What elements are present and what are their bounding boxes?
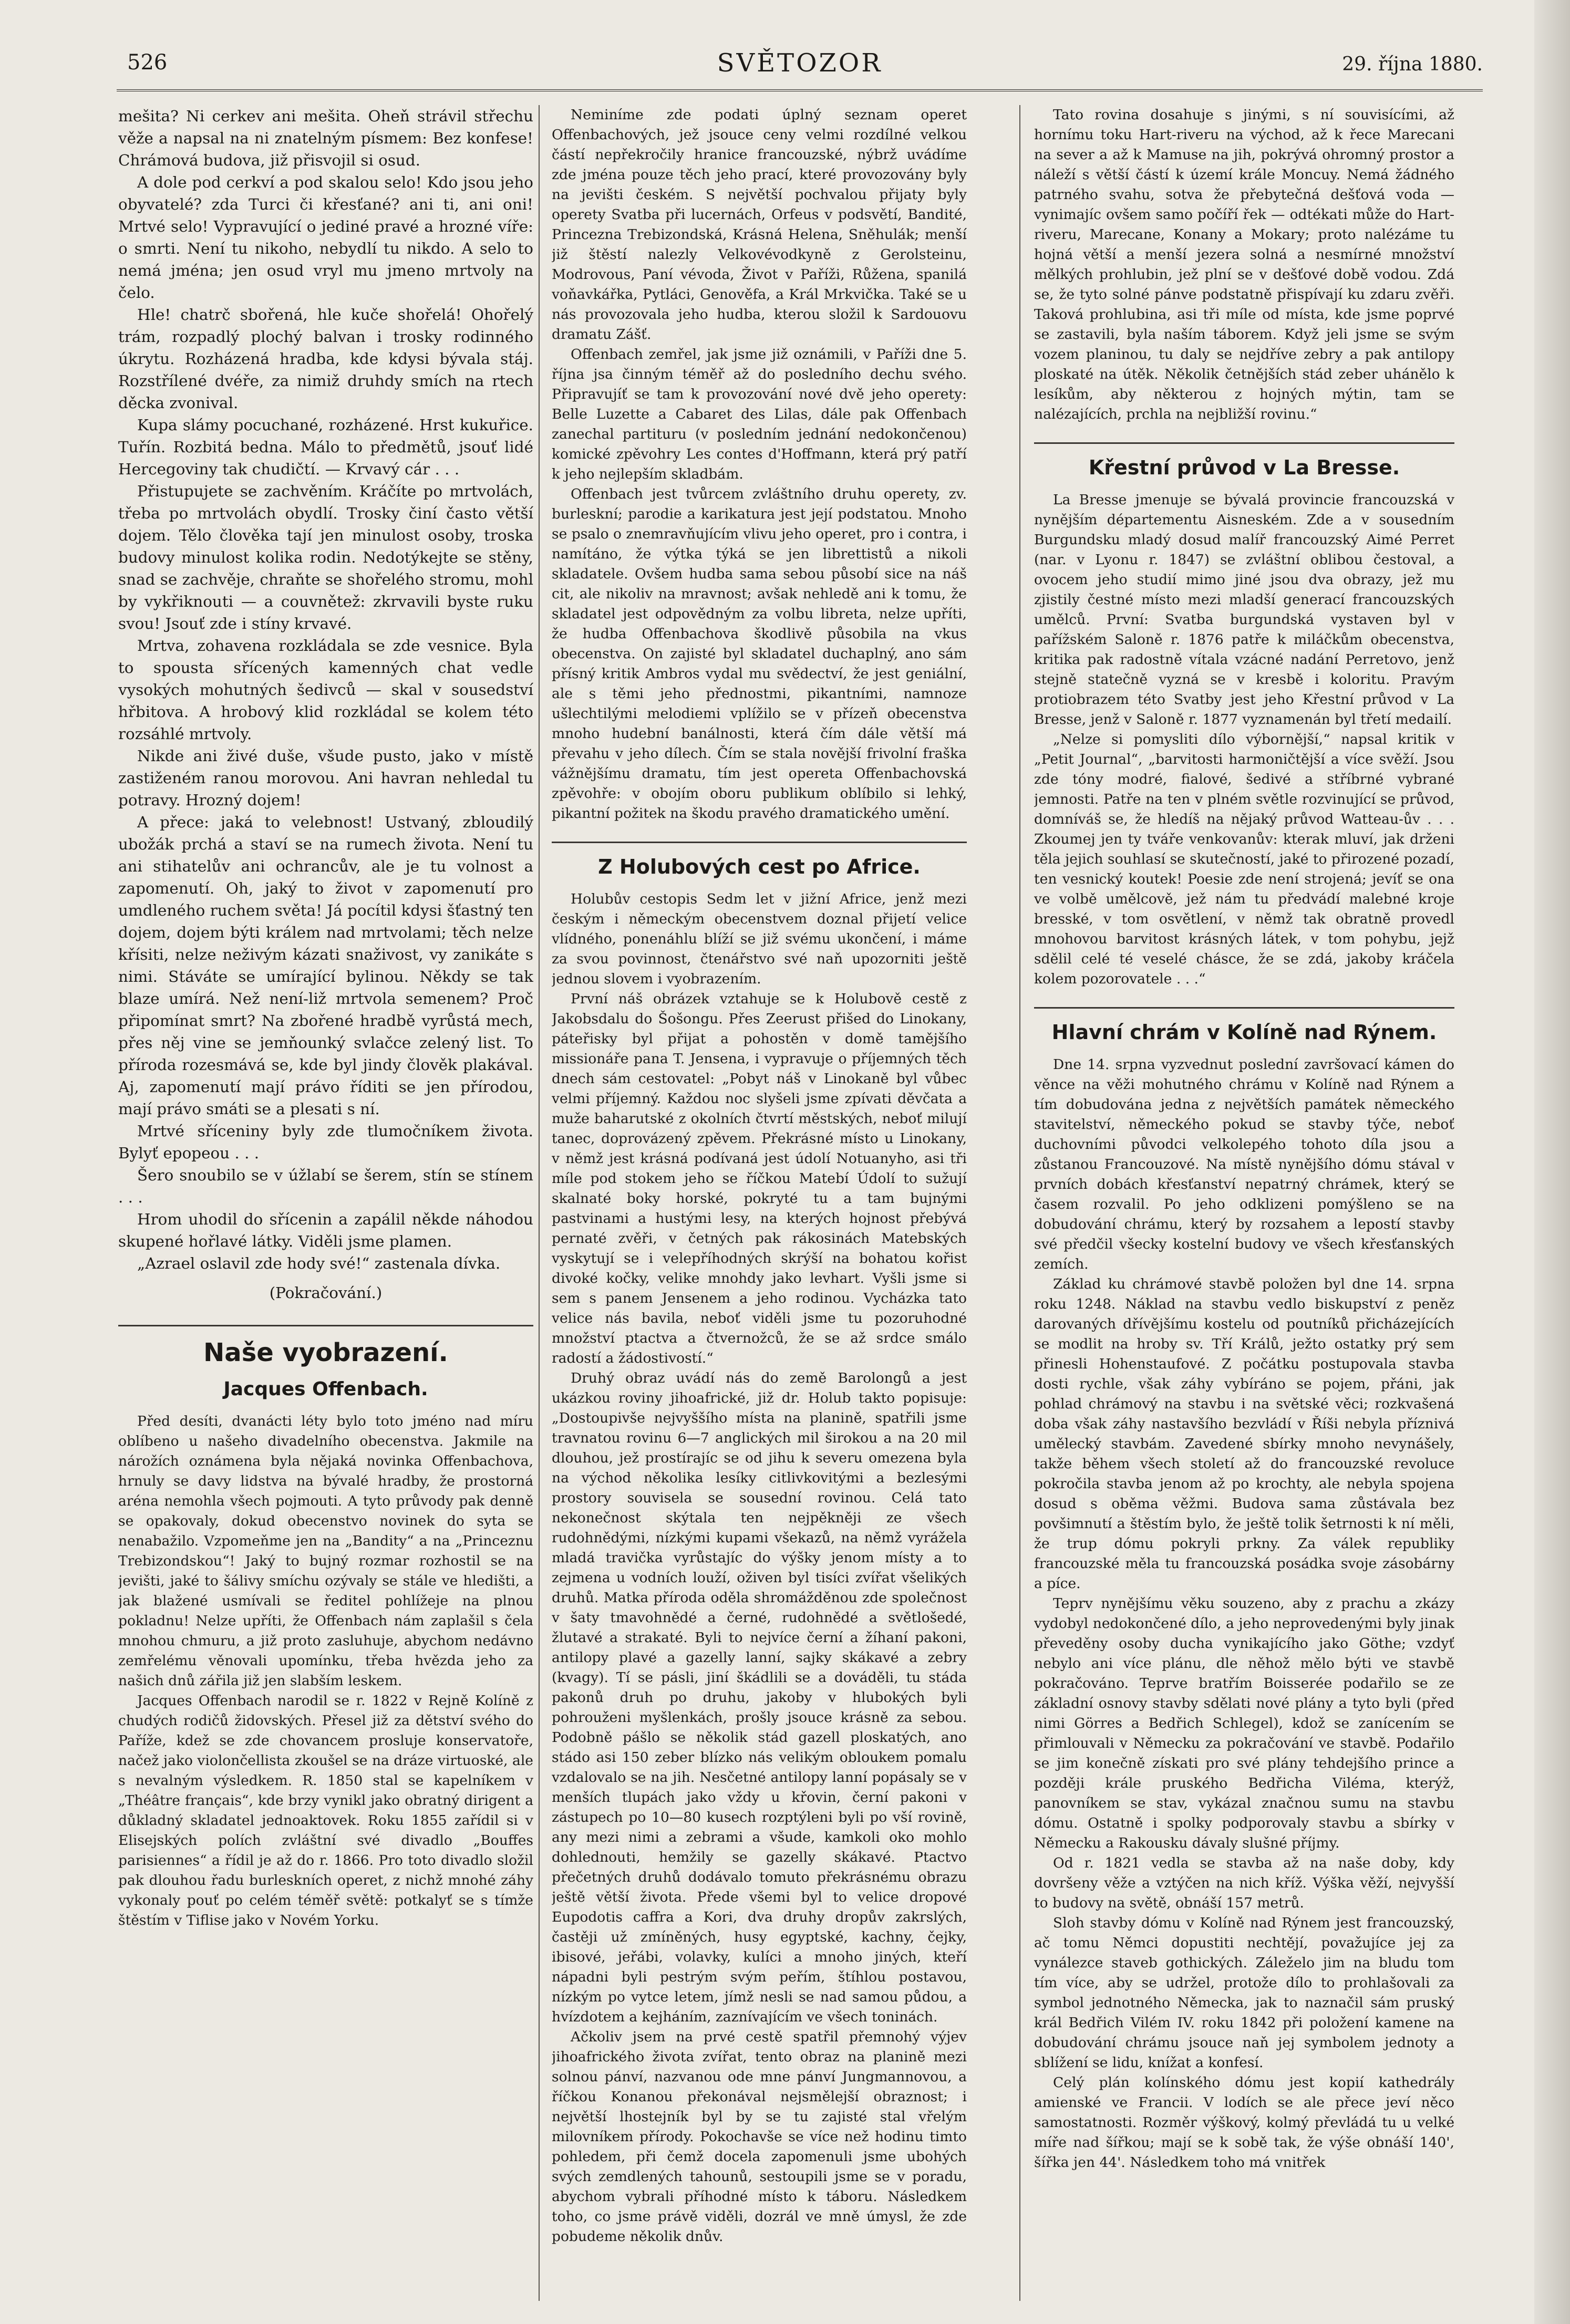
paragraph: Tato rovina dosahuje s jinými, s ní souvisícími, až hornímu toku Hart-riveru na východ, až k řece Marecani na sever a až k Mamuse na jih, pokrývá ohromný prostor a náleží s větší částí k území krále Moncuy. Nemá žádného patrného svahu, sotva že přebytečná dešťová voda — vynimajíc ovšem samo počíří řek — odtékati může do Hart-riveru, Marecane, Konany a Mokary; proto nalézáme tu hojná větší a menší jezera solná a nesmírné množství mělkých prohlubin, jež plní se v dešťové době vodou. Zdá se, že tyto solné pánve podstatně přispívají ku zdaru zvěři. Taková prohlubina, asi tři míle od místa, kde jsme poprvé se zastavili, byla naším táborem. Když jeli jsme se svým vozem planinou, tu daly se nejdříve zebry a pak antilopy ploskaté na útěk. Několik četnějších stád zeber uhánělo k lesíkům, aby některou z hojných mýtin, tam se nalézajících, prchla na nejbližší rovinu.“ bbox=[1034, 107, 1454, 422]
page-header bbox=[117, 46, 1483, 88]
masthead: SVĚTOZOR bbox=[717, 48, 883, 78]
paragraph: Nikde ani živé duše, všude pusto, jako v místě zastiženém ranou morovou. Ani havran nehledal tu potravy. Hrozný dojem! bbox=[118, 747, 533, 809]
paragraph: Celý plán kolínského dómu jest kopií kathedrály amienské ve Francii. V lodích se ale přece jeví něco samostatnosti. Rozměr výškový, kolmý převládá tu u velké míře nad šířkou; mají se k sobě tak, že výše obnáší 140', šířka jen 44'. Následkem toho má vnitřek bbox=[1034, 2074, 1454, 2171]
paragraph: Od r. 1821 vedla se stavba až na naše doby, kdy dovršeny věže a vztýčen na nich kříž. Výška věží, nejvyšší to budovy na světě, obnáší 157 metrů. bbox=[1034, 1855, 1454, 1911]
article-title: Jacques Offenbach. bbox=[223, 1378, 428, 1400]
paragraph: „Azrael oslavil zde hody své!“ zastenala dívka. bbox=[137, 1254, 501, 1272]
paragraph: Teprv nynějšímu věku souzeno, aby z prachu a zkázy vydobyl nedokončené dílo, a jeho neprovedenými byly jinak převeděny osoby ducha vynikajícího jako Göthe; vzdyť nebylo ani více plánu, dle něhož mělo býti ve stavbě pokračováno. Teprve bratřím Boisserée podařilo se ze základní osnovy stavby sdělati nové plány a tyto byli (před nimi Görres a Bedřich Schlegel), kdož se zanícením se přimlouvali v Německu za pokračování ve stavbě. Podařilo se jim konečně získati pro své plány tehdejšího prince a později krále pruského Bedřicha Viléma, kterýž, panovníkem se stav, vykázal značnou sumu na stavbu dómu. Ostatně i spolky podporovaly stavbu a sbírky v Německu a Rakousku dávaly slušné příjmy. bbox=[1034, 1595, 1454, 1851]
article-title: Hlavní chrám v Kolíně nad Rýnem. bbox=[1034, 1007, 1454, 1044]
continued-note: (Pokračování.) bbox=[269, 1284, 383, 1302]
paragraph: Sloh stavby dómu v Kolíně nad Rýnem jest francouzský, ač tomu Němci dopustiti nechtějí, považujíce jej za vynálezce staveb gothických. Záleželo jim na bludu tom tím více, aby se udržel, protože dílo to prohlašovali za symbol jednotného Německa, jak to naznačil sám pruský král Bedřich Vilém IV. roku 1842 při položení kamene na dobudování chrámu jsouce naň jej symbolem jednoty a sblížení se lidu, knížat a konfesí. bbox=[1034, 1915, 1454, 2071]
paragraph: Přistupujete se zachvěním. Kráčíte po mrtvolách, třeba po mrtvolách obydlí. Trosky činí často větší dojem. Tělo člověka tají jen minulost osoby, troska budovy minulost kolika rodin. Nedotýkejte se stěny, snad se zachvěje, chraňte se shořelého stromu, mohl by vykřiknouti — a couvnětež: zkrvavili byste ruku svou! Jsouť zde i stíny krvavé. bbox=[118, 482, 533, 632]
paragraph: První náš obrázek vztahuje se k Holubově cestě z Jakobsdalu do Šošongu. Přes Zeerust přišed do Linokany, páteřisky byl přijat a pohostěn v domě tamějšího missionáře pana T. Jensena, i vypravuje o příjemných těch dnech sám cestovatel: „Pobyt náš v Linokaně byl vůbec velmi příjemný. Každou noc slyšeli jsme zpívati děvčata a muže baharutské z okolních čtvrtí městských, neboť milují tanec, doprovázený zpěvem. Překrásné místo u Linokany, v němž jest krásná podívaná jest údolí Notuanyho, asi tři míle pod stokem jeho se říčkou Matebí Údolí to sužují skalnaté boky horské, pokryté tu a tam bujnými pastvinami a hustými lesy, na kterých hojnost přebývá pernaté zvěři, v četných pak rákosinách Matebských vyskytují se i velepříhodných skrýší na bohatou kořist divoké kočky, velike mnohdy jako levhart. Vyšli jsme si sem s panem Jensenem a jeho rodinou. Vycházka tato velice nás bavila, neboť viděli jsme tu pozoruhodné množství ptactva a čtvernožců, že se až srdce smálo radostí a žádostivostí.“ bbox=[552, 991, 967, 1366]
paragraph: Základ ku chrámové stavbě položen byl dne 14. srpna roku 1248. Náklad na stavbu vedlo biskupství z peněz darovaných dřívějšímu kostelu od poutníků přicházejících se modlit na hroby sv. Tří Králů, ježto ostatky prý sem přinesli Hohenstaufové. Z počátku postupovala stavba dosti rychle, však záhy vybíráno se pojem, přáni, jak pohlad chrámový na stavbu i na světské věci; rozkvašená doba však záhy nastavšího bezvládí v Říši nebyla příznivá umělecký stavbám. Zavedené sbírky mnoho nevynášely, takže během všech století až do francouzské revoluce pokročila stavba jenom až po krochty, ale nebyla spojena dosud s oběma věžmi. Budova sama zůstávala bez povšimnutí a štěstím bylo, že ještě tolik šetrnosti k ní měli, že trup dómu pokryli prkny. Za válek republiky francouzské měla tu francouzská posádka svoje zásobárny a píce. bbox=[1034, 1276, 1454, 1592]
paragraph: Mrtva, zohavena rozkládala se zde vesnice. Byla to spousta sřícených kamenných chat vedle vysokých mohutných šedivců — skal v sousedství hřbitova. A hrobový klid rozkládal se kolem této rozsáhlé mrtvoly. bbox=[118, 637, 533, 743]
issue-date: 29. října 1880. bbox=[1342, 54, 1483, 75]
column-divider bbox=[1019, 105, 1020, 2301]
header-rule bbox=[117, 89, 1483, 91]
column-1 bbox=[118, 105, 533, 2301]
column-divider bbox=[539, 105, 540, 2301]
paragraph: Hle! chatrč sbořená, hle kuče shořelá! Ohořelý trám, rozpadlý plochý balvan i trosky rodinného úkrytu. Rozházená hradba, kde kdysi bývala stáj. Rozstřílené dvéře, za nimiž druhdy smích na rtech děcka zvonival. bbox=[118, 306, 533, 412]
paragraph: Šero snoubilo se v úžlabí se šerem, stín se stínem . . . bbox=[118, 1166, 533, 1206]
page-number: 526 bbox=[127, 50, 168, 75]
paragraph: La Bresse jmenuje se bývalá provincie francouzská v nynějším départementu Aisneském. Zde a v sousedním Burgundsku mladý dosud malíř francouzský Aimé Perret (nar. v Lyonu r. 1847) se zvláštní oblibou čestoval, a ovocem jeho studií mimo jiné jsou dva obrazy, jež mu zjistily čestné místo mezi mladší generací francouzských umělců. První: Svatba burgundská vystaven byl v pařížském Saloně r. 1876 patře k miláčkům obecenstva, kritika pak radostně vítala vzácné nadání Perretovo, jenž stejně statečně vyzná se v kresbě i koloritu. Pravým protiobrazem této Svatby jest jeho Křestní průvod v La Bresse, jenž v Saloně r. 1877 vyznamenán byl třetí medailí. bbox=[1034, 492, 1454, 728]
paragraph: Před desíti, dvanácti léty bylo toto jméno nad míru oblíbeno u našeho divadelního obecenstva. Jakmile na nárožích oznámena byla nějaká novinka Offenbachova, hrnuly se davy lidstva na bývalé hradby, že prostorná aréna nemohla všech pojmouti. A tyto průvody pak denně se opakovaly, dokud obecenstvo novinek do syta se nenabažilo. Vzpomeňme jen na „Bandity“ a na „Princeznu Trebizondskou“! Jaký to bujný rozmar rozhostil se na jevišti, jaké to šálivy smíchu ozývaly se stále ve hledišti, a jak blažené usmívali se ředitel pohlížeje na plnou pokladnu! Nelze upříti, že Offenbach nám zaplašil s čela mnohou chmuru, a již proto zasluhuje, abychom nedávno zemřelému věnovali upomínku, třeba hvězda jeho za našich dnů zářila již jen slabším leskem. bbox=[118, 1413, 533, 1689]
paragraph: „Nelze si pomysliti dílo výbornější,“ napsal kritik v „Petit Journal“, „barvitosti harmoničtější a více svěží. Jsou zde tóny modré, fialové, šedivé a stříbrné vybrané jemnosti. Patře na ten v plném světle rozvinující se průvod, domníváš se, že hledíš na nějaký průvod Watteau-ův . . . Zkoumej jen ty tváře venkovanův: kterak mluví, jak drženi těla jejich souhlasí se skutečností, jaké to přirozené pozadí, ten vesnický koutek! Poesie zde není strojená; jevíť se ona ve volbě umělcově, jež nám tu předvádí malebné kroje bresské, v tom osvětlení, v němž tak obratně provedl mnohovou barvitost krásných látek, v tom pohybu, jejž sdělil celé té veselé chásce, že se zdá, jakoby kráčela kolem pozorovatele . . .“ bbox=[1034, 731, 1454, 987]
paragraph: Kupa slámy pocuchané, rozházené. Hrst kukuřice. Tuřín. Rozbitá bedna. Málo to předmětů, jsouť lidé Hercegoviny tak chudičtí. — Krvavý cár . . . bbox=[118, 416, 533, 478]
paragraph: Mrtvé sříceniny byly zde tlumočníkem života. Bylyť epopeou . . . bbox=[118, 1122, 533, 1162]
paragraph: Druhý obraz uvádí nás do země Barolongů a jest ukázkou roviny jihoafrické, již dr. Holub takto popisuje: „Dostoupivše nejvyššího místa na planině, spatřili jsme travnatou rovinu 6—7 anglických mil širokou a na 20 mil dlouhou, jež prostírajíc se od jihu k severu omezena byla na východ několika lesíky citlivkovitými a bezlesými prostory souvisela se sousední rovinou. Celá tato nekonečnost skýtala ten nejpěkněji ze všech rudohnědými, nízkými kupami všekazů, na němž vyrážela mladá travička vyrůstajíc do výšky jenom místy a to zejmena u vodních louží, oživen byl tisíci zvířat všelikých druhů. Matka příroda oděla shromážděnou zde společnost v šaty tmavohnědé a černé, rudohnědé a světlošedé, žlutavé a strakaté. Byli to nejvíce černí a žíhaní pakoni, antilopy plavé a gazelly lanní, sajky skákavé a zebry (kvagy). Tí se pásli, jiní škádlili se a dováděli, tu stáda pakonů druh po druhu, jakoby v hlubokých byli pohrouženi myšlenkách, prošly jsouce krásně za sebou. Podobně pášlo se několik stád gazell ploskatých, ano stádo asi 150 zeber blízko nás velikým obloukem pomalu vzdalovalo se na jih. Nesčetné antilopy lanní popásaly se v menších tlupách jako vždy u křovin, černí pakoni v zástupech po 10—80 kusech rozptýleni byli po vší rovině, any mezi nimi a zebrami a všude, kamkoli oko mohlo dohlednouti, hemžily se gazelly skákavé. Ptactvo přečetných druhů dodávalo tomuto překrásnému obrazu ještě větší života. Přede všemi byl to velice dropové Eupodotis caffra a Kori, dva druhy dropův zakrslých, častěji už zmíněných, husy egyptské, kachny, čejky, ibisové, jeřábi, volavky, kulíci a mnoho jiných, kteří nápadni byli pestrým svým peřím, štíhlou postavou, nízkým po vytce letem, jímž nesli se nad samou půdou, a hvízdotem a kejháním, zaznívajícím ve všech toninách. bbox=[552, 1370, 967, 2025]
scan-edge bbox=[1534, 0, 1570, 2324]
article-title: Z Holubových cest po Africe. bbox=[552, 842, 967, 879]
paragraph: Offenbach jest tvůrcem zvláštního druhu operety, zv. burleskní; parodie a karikatura jest její podstatou. Mnoho se psalo o znemravňujícím vlivu jeho operet, pro i contra, i namítáno, že výtka týká se jen librettistů a nikoli skladatele. Ovšem hudba sama sebou působí sice na náš cit, ale nikoliv na mravnost; avšak nehledě ani k tomu, že skladatel jest odpovědným za volbu libreta, nelze upříti, že hudba Offenbachova škodlivě působila na vkus obecenstva. On zajisté byl skladatel duchaplný, ano sám přísný kritik Ambros vydal mu svědectví, že jest geniální, ale s těmi jeho přednostmi, pikantními, namnoze ušlechtilými melodiemi vplížilo se v přízeň obecenstva mnoho hudební banálnosti, která čím dále větší má převahu v jeho dílech. Čím se stala novější frivolní fraška vážnějšímu dramatu, tím jest opereta Offenbachovská zpěvohře: v obojím oboru publikum oblíbilo si lehký, pikantní požitek na škodu pravého dramatického umění. bbox=[552, 486, 967, 822]
paragraph: Neminíme zde podati úplný seznam operet Offenbachových, jež jsouce ceny velmi rozdílné velkou částí nepřekročily hranice francouzské, nýbrž uvádíme zde jména pouze těch jeho prací, které provozovány byly na jevišti českém. S největší pochvalou přijaty byly operety Svatba při lucernách, Orfeus v podsvětí, Bandité, Princezna Trebizondská, Krásná Helena, Sněhulák; menší již štěstí nalezly Velkovévodkyně z Gerolsteinu, Modrovous, Paní vévoda, Život v Paříži, Růžena, spanilá voňavkářka, Pytláci, Genověfa, a Král Mrkvička. Také se u nás provozovala jeho hudba, kterou složil k Sardouovu dramatu Zášť. bbox=[552, 107, 967, 343]
paragraph: Jacques Offenbach narodil se r. 1822 v Rejně Kolíně z chudých rodičů židovských. Přesel již za dětství svého do Paříže, kdež se zde chovancem prosluje konservatoře, načež jako violončellista zkoušel se na dráze virtuoské, ale s nevalným výsledkem. R. 1850 stal se kapelníkem v „Théâtre français“, kde brzy vynikl jako obratný dirigent a důkladný skladatel jednoaktovek. Roku 1855 zařídil si v Elisejských polích zvláštní své divadlo „Bouffes parisiennes“ a řídil je až do r. 1866. Pro toto divadlo složil pak dlouhou řadu burleskních operet, z nichž mnohé záhy vykonaly pouť po celém téměř světě: potkalyť se s tímže štěstím v Tiflise jako v Novém Yorku. bbox=[118, 1693, 533, 1928]
paragraph: A dole pod cerkví a pod skalou selo! Kdo jsou jeho obyvatelé? zda Turci či křesťané? ani ti, ani oni! Mrtvé selo! Vypravující o jediné pravé a hrozné víře: o smrti. Není tu nikoho, nebydlí tu nikdo. A selo to nemá jména; jen osud vryl mu jmeno mrtvoly na čelo. bbox=[118, 173, 533, 302]
paragraph: Hrom uhodil do sřícenin a zapálil někde náhodou skupené hořlavé látky. Viděli jsme plamen. bbox=[118, 1210, 533, 1250]
paragraph: A přece: jaká to velebnost! Ustvaný, zbloudilý ubožák prchá a staví se na rumech života. Není tu ani stihatelův ani ochrancův, ale je tu volnost a zapomenutí. Oh, jaký to život v zapomenutí pro umdleného ruchem světa! Já pocítil kdysi šťastný ten dojem, dojem býti králem nad mrtvolami; těch nelze křísiti, nelze neživým kázati snaživost, vy zanikáte s nimi. Stáváte se umírající bylinou. Někdy se tak blaze umírá. Než není-liž mrtvola semenem? Proč připomínat smrt? Na zbořené hradbě vyrůstá mech, přes něj vine se jemňounký svlačce zelený list. To příroda rozesmává se, kde byl jindy člověk plakával. Aj, zapomenutí mají právo říditi se jen přírodou, mají právo smáti se a plesati s ní. bbox=[118, 813, 533, 1118]
paragraph: Ačkoliv jsem na prvé cestě spatřil přemnohý výjev jihoafrického života zvířat, tento obraz na planině mezi solnou pánví, nazvanou ode mne pánví Jungmannovou, a říčkou Konanou překonával nejsmělejší obraznost; i největší lhostejník byl by se tu zajisté stal vřelým milovníkem přírody. Pokochavše se více než hodinu timto pohledem, při čemž docela zapomenuli jsme ubohých svých zemdlených tahounů, sestoupili jsme se v poradu, abychom vybrali příhodné místo k táboru. Následkem toho, co jsme právě viděli, dozrál ve mně úmysl, že zde pobudeme několik dnův. bbox=[552, 2029, 967, 2245]
column-3 bbox=[1034, 105, 1454, 2301]
paragraph: Holubův cestopis Sedm let v jižní Africe, jenž mezi českým i německým obecenstvem doznal přijetí velice vlídného, ponenáhlu blíží se již svému ukončení, i máme za svou povinnost, čtenářstvo své naň upozorniti ještě jednou slovem i vyobrazením. bbox=[552, 891, 967, 987]
paragraph: Offenbach zemřel, jak jsme již oznámili, v Paříži dne 5. října jsa činným téměř až do posledního dechu svého. Připravujíť se tam k provozování nové dvě jeho operety: Belle Luzette a Cabaret des Lilas, dále pak Offenbach zanechal partituru (v posledním jednání nedokončenou) komické zpěvohry Les contes d'Hoffmann, která prý patří k jeho nejlepším skladbám. bbox=[552, 346, 967, 482]
section-title: Naše vyobrazení. bbox=[118, 1325, 533, 1367]
article-title: Křestní průvod v La Bresse. bbox=[1034, 442, 1454, 480]
paragraph: Dne 14. srpna vyzvednut poslední završovací kámen do věnce na věži mohutného chrámu v Kolíně nad Rýnem a tím dobudována jedna z největších památek německého stavitelství, německého pokud se stavby týče, neboť duchovními původci velkolepého tohoto díla jsou a zůstanou Francouzové. Na místě nynějšího dómu stával v prvních dobách křesťanství nepatrný chrámek, který se časem rozvalil. Po jeho odklizeni pomýšleno se na dobudování chrámu, který by rozsahem a lepostí stavby své předčil všecky kostelní budovy ve všech křesťanských zemích. bbox=[1034, 1056, 1454, 1272]
paragraph: mešita? Ni cerkev ani mešita. Oheň strávil střechu věže a napsal na ni znatelným písmem: Bez konfese! Chrámová budova, již přisvojil si osud. bbox=[118, 107, 533, 169]
column-2 bbox=[552, 105, 967, 2301]
